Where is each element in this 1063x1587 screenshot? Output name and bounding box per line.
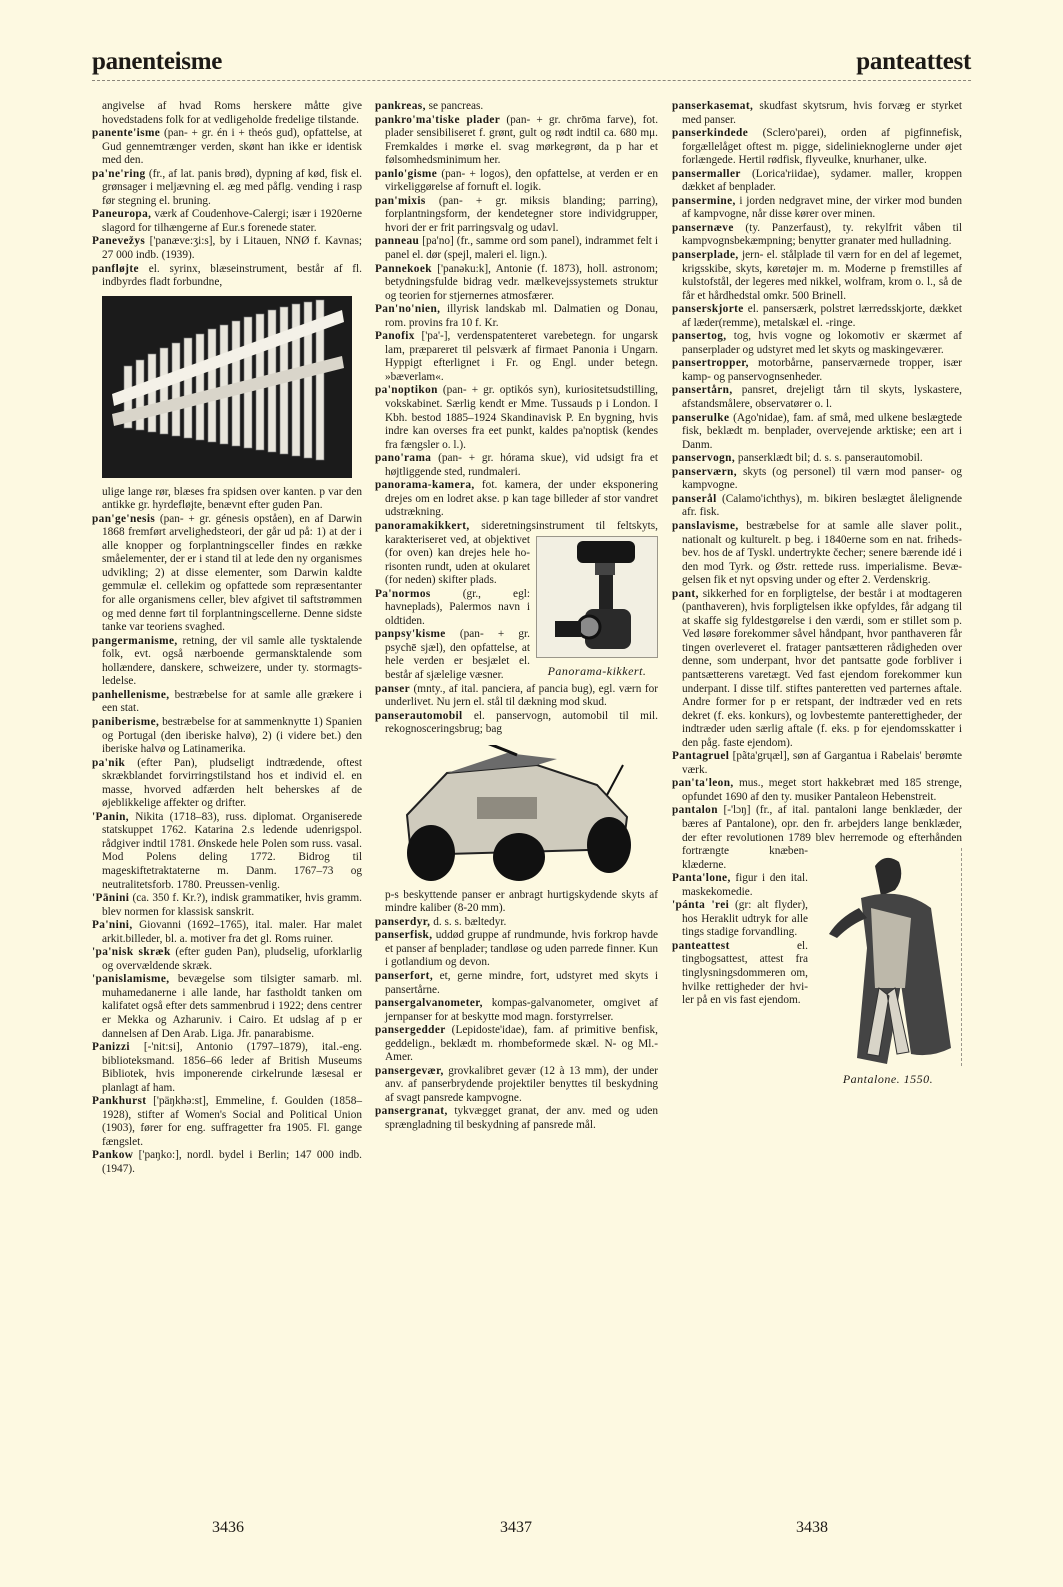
definition-text: ['päŋkhə:st], Emmeline, f. Goulden (1858–1928), stifter af Women's Social and Political Union (1903), fører for eng. suffragetter fra 1905. Fl. gange fængslet. bbox=[102, 1095, 362, 1148]
headword: pan'ge'nesis bbox=[92, 512, 156, 525]
dictionary-entry bbox=[375, 303, 658, 330]
definition-text: figur i den ital. maskekomedie. bbox=[682, 872, 808, 898]
headword: pankro'ma'tiske plader bbox=[375, 113, 501, 126]
definition-text: (pan- + gr. hórama skue), vid udsigt fra et højtliggende sted, rundmaleri. bbox=[385, 452, 658, 478]
dictionary-entry bbox=[375, 100, 658, 114]
headword: Panizzi bbox=[92, 1041, 130, 1054]
dictionary-entry bbox=[375, 997, 658, 1024]
dictionary-entry bbox=[92, 757, 362, 811]
headword: Pantagruel bbox=[672, 750, 730, 763]
definition-text: (pan- + gr. én i + theós gud), opfattelse, at Gud gennemtrænger verden, skønt han ikke er identisk med den. bbox=[102, 127, 362, 167]
dictionary-entry bbox=[672, 452, 962, 466]
dictionary-entry bbox=[672, 357, 962, 384]
dictionary-entry bbox=[375, 195, 658, 236]
dictionary-entry bbox=[92, 811, 362, 892]
definition-text: el. pansersærk, polstret lærredsskjorte, dækket af læder(remme), metalskæl el. -ringe. bbox=[682, 303, 962, 329]
headword: 'pa'nisk skræk bbox=[92, 946, 171, 959]
headword: pansermine, bbox=[672, 194, 736, 207]
headword: panoramakikkert, bbox=[375, 519, 470, 532]
headword: panserkasemat, bbox=[672, 100, 754, 112]
definition-text: skudfast skytsrum, hvis forvæg er styrket med panser. bbox=[682, 100, 962, 126]
dictionary-entry bbox=[92, 263, 362, 290]
definition-text: ['panəku:k], Antonie (f. 1873), holl. astronom; betydningsfulde bidrag vedr. mælkevejssystemets struktur og teorien for stjernernes atmosfærer. bbox=[385, 262, 658, 302]
definition-text: (gr., egl: havneplads), Palermos navn i oldtiden. bbox=[385, 587, 530, 627]
dictionary-entry bbox=[672, 330, 962, 357]
headword: pan'mixis bbox=[375, 194, 426, 207]
dictionary-entry bbox=[375, 929, 658, 970]
entry-continuation bbox=[375, 889, 658, 916]
headword: panserplade, bbox=[672, 249, 739, 262]
pantalone-figure bbox=[814, 848, 962, 1086]
definition-text: (gr: alt flyder), hos Heraklit udtryk for alle tings stadige forvandling. bbox=[682, 899, 808, 939]
dictionary-entry bbox=[375, 384, 658, 452]
running-head-right: panteattest bbox=[856, 48, 971, 75]
headword: pa'noptikon bbox=[375, 384, 438, 397]
dictionary-entry bbox=[375, 1065, 658, 1106]
definition-text: ['paŋko:], nordl. bydel i Berlin; 147 000 indb. (1947). bbox=[102, 1149, 362, 1175]
headword: pansertårn, bbox=[672, 384, 733, 397]
headword: pansertog, bbox=[672, 330, 727, 343]
headword: pantalon bbox=[672, 804, 718, 817]
dictionary-entry bbox=[92, 208, 362, 235]
definition-text: (Lorica'riidae), sydamer. maller, kroppen dækket af benplader. bbox=[682, 167, 962, 194]
headword: panserulke bbox=[672, 411, 730, 424]
definition-text: sikkerhed for en forpligtelse, der består i at modtageren (panthaveren), hvis forpligtelsen ikke opfyldes, får adgang til at skaffe sig fyldestgørelse i den værdi, som er stillet som p. Ved løsøre forekommer såvel håndpant, hvor panthaveren får tingen overleveret el. fratager pantsætteren rådigheden over denne, som underpant, hvor det pantsatte gode forbliver i pantsætterens varetægt. Ved fast ejendom forekommer kun underpant. I disse tilf. stiftes panteretten ved parternes aftale. Andre former for p er retspant, der indtræder ved en rets dekret (f. eks. konkurs), og lovbestemte panterettigheder, der indtræder uden særlig aftale (f. eks. p for ejendomsskatter i den påg. faste ejendom). bbox=[682, 587, 962, 749]
dictionary-entry bbox=[92, 168, 362, 209]
headword: panservogn, bbox=[672, 452, 736, 465]
definition-text: tog, hvis vogne og lokomotiv er skærmet af panserplader og udstyret med let skyts og maskingeværer. bbox=[682, 330, 962, 356]
dictionary-entry bbox=[672, 303, 962, 330]
running-head-left: panenteisme bbox=[92, 48, 223, 75]
dictionary-entry bbox=[92, 689, 362, 716]
dictionary-entry bbox=[92, 919, 362, 946]
dictionary-entry bbox=[672, 100, 962, 127]
entry-continuation bbox=[92, 486, 362, 513]
headword: panneau bbox=[375, 235, 420, 248]
headword: pansergalvanometer, bbox=[375, 997, 483, 1010]
headword: Panevežys bbox=[92, 235, 146, 248]
dictionary-entry bbox=[92, 635, 362, 689]
dictionary-entry bbox=[375, 168, 658, 195]
definition-text: (ty. Panzerfaust), ty. rekylfrit våben til kampvognsbekæmpning; benytter granater med hulladning. bbox=[682, 221, 962, 248]
definition-text: bestræbelse for at samle alle grækere i een stat. bbox=[102, 688, 362, 715]
column-3 bbox=[672, 100, 962, 1088]
definition-text: uddød gruppe af rundmunde, hvis forkrop havde et panser af benplader; tandløse og uden parrede finner. Kun i gotlandium og devon. bbox=[385, 929, 658, 969]
dictionary-entry bbox=[92, 946, 362, 973]
headword: panserskjorte bbox=[672, 303, 744, 316]
entry-continuation bbox=[92, 100, 362, 127]
definition-text: retning, der vil samle alle tysktalende folk, evt. også nærboende germansktalende som hollændere, danskere, schweizere, under ty. stormagtsledelse. bbox=[102, 634, 362, 688]
headword: pansernæve bbox=[672, 221, 734, 234]
definition-text: (pan- + gr. miksis blanding; parring), forplantningsform, der kendetegner store individgrupper, hvori der er frit parringsvalg og udavl. bbox=[385, 194, 658, 234]
dictionary-entry bbox=[92, 716, 362, 757]
definition-text: [-'nit:si], Antonio (1797–1879), ital.-eng. biblioteksmand. 1856–66 leder af British Museums Bibliotek, hvis imponerende cirkelrunde læsesal er planlagt af ham. bbox=[102, 1041, 362, 1094]
dictionary-entry bbox=[672, 493, 962, 520]
headword: panserværn, bbox=[672, 465, 737, 478]
definition-text: bevægelse som tilsigter samarb. ml. muhamedanerne i alle lande, har fastholdt tanken om kalifatet også efter dets sammenbrud i 1922; dens centrer er Mekka og Azharuniv. i Cairo. Et udslag af p er dannelsen af Den Arab. Liga. Jfr. panarabisme. bbox=[102, 973, 362, 1040]
definition-text: bestræbelse for at samle alle slaver polit., nationalt og kulturelt. p beg. i 1840erne som en nat. frihedsbev. hos de af Tyskl. undertrykte čecher; senere bærende idé i den mod Tyrk. og Østr. rettede russ. imperialisme. Bevægelsen fik et nyt opsving under og efter 2. Verdenskrig. bbox=[682, 519, 962, 587]
dictionary-entry bbox=[92, 973, 362, 1041]
definition-text: (Calamo'ichthys), m. bikiren beslægtet ålelignende afr. fisk. bbox=[682, 492, 962, 519]
headword: 'pánta 'rei bbox=[672, 899, 730, 912]
definition-text: Giovanni (1692–1765), ital. maler. Har malet arkit.billeder, bl. a. motiver fra det gl. Roms ruiner. bbox=[102, 919, 362, 945]
definition-text: (pan- + gr. optikós syn), kuriositetsudstilling, vokskabinet. Særlig kendt er Mme. Tussauds p i London. I Kbh. bestod 1885–1924 Skandinavisk P. En bygning, hvis indre kan overses fra eet punkt, kaldes pa'noptisk (kendes fra fængsler o. l.). bbox=[385, 384, 658, 451]
headword: Pa'normos bbox=[375, 587, 431, 600]
definition-text: skyts (og personel) til værn mod panser- og kampvogne. bbox=[682, 465, 962, 492]
headword: Paneuropa, bbox=[92, 208, 152, 221]
definition-text: illyrisk landskab ml. Dalmatien og Donau, rom. provins fra 10 f. Kr. bbox=[385, 303, 658, 329]
headword: Panta'lone, bbox=[672, 872, 731, 885]
headword: pant, bbox=[672, 587, 699, 600]
headword: 'Panin, bbox=[92, 810, 130, 823]
dictionary-entry bbox=[375, 1024, 658, 1065]
headword: pa'ne'ring bbox=[92, 167, 146, 180]
definition-text: ['pa'-], verdenspatenteret varebetegn. for ungarsk lam, præpareret til pelsværk af firmaet Panonia i Ungarn. Hyppigt efterlignet i Fr. og Engl. under betegn. »bæverlam«. bbox=[385, 330, 658, 383]
headword: panserål bbox=[672, 492, 717, 505]
headword: panserkindede bbox=[672, 127, 749, 140]
headword: panente'isme bbox=[92, 127, 161, 140]
definition-text: panserklædt bil; d. s. s. panserautomobil. bbox=[735, 452, 923, 465]
dictionary-entry bbox=[375, 114, 658, 168]
headword: panserfort, bbox=[375, 969, 434, 982]
definition-text: (pan- + gr. chrōma farve), fot. plader sensibiliseret f. grønt, gult og rødt indtil ca. 680 mμ. Fremkaldes i mørke el. svag mørkegrønt, da p har et følsomhedsminimum her. bbox=[385, 113, 659, 167]
definition-text: (Lepidoste'idae), fam. af primitive benfisk, geddelign., beklædt m. rhombeformede skæl. N- og Ml.-Amer. bbox=[385, 1024, 658, 1064]
headword: pansergedder bbox=[375, 1024, 446, 1037]
definition-text: se pancreas. bbox=[425, 100, 484, 112]
dictionary-entry bbox=[672, 466, 962, 493]
definition-text: el. syrinx, blæseinstrument, består af fl. indbyrdes fladt forbundne, bbox=[102, 262, 362, 289]
dictionary-entry bbox=[672, 384, 962, 411]
page-number-right: 3438 bbox=[796, 1519, 828, 1536]
page-number-middle: 3437 bbox=[500, 1519, 532, 1536]
dictionary-entry bbox=[375, 330, 658, 384]
headword: 'panislamisme, bbox=[92, 973, 170, 986]
dictionary-entry bbox=[375, 916, 658, 930]
definition-text: fot. kamera, der under eksponering drejes om en lodret akse. p kan tage billeder af stor vandret udstrækning. bbox=[385, 479, 658, 519]
definition-text: sideretningsinstrument til feltskyts, karakteriseret ved, at objektivet (for oven) kan drejes hele horisonten rundt, uden at okularet (for neden) skifter plads. bbox=[385, 519, 658, 587]
definition-text: (pan- + logos), den opfattelse, at verden er en virkeliggørelse af fornuft el. logik. bbox=[385, 167, 658, 194]
headword: panfløjte bbox=[92, 262, 139, 275]
definition-text: (pan- + gr. génesis opståen), en af Darwin 1868 fremført arvelighedsteori, der går ud på: 1) at der i alle knopper og forplantningsceller findes en række småelementer, der er i stand til at lede den ny organismes udvikling; 2) at disse elementer, som Darwin kaldte gemmulæ el. cellekim og opfattede som repræsentanter for alle organismens celler, blev afgivet til saftstrømmen og med denne ført til forplantningscellerne. Denne sidste tanke var teoriens svaghed. bbox=[102, 512, 362, 634]
definition-text: [-'lɔŋ] (fr., af ital. pantaloni lange benklæder, der bæres af Pantalone), opr. den fr. arbejders lange benklæder, der efter revolutionen 1789 blev herremode og efterhånden fortrængte knæbenklæderne. bbox=[682, 804, 962, 871]
headword: Pankhurst bbox=[92, 1095, 147, 1108]
headword: Panofix bbox=[375, 330, 415, 343]
headword: 'Pānini bbox=[92, 892, 130, 905]
headword: paniberisme, bbox=[92, 715, 160, 728]
dictionary-entry bbox=[672, 249, 962, 303]
page-number-left: 3436 bbox=[212, 1519, 244, 1536]
dictionary-entry bbox=[672, 750, 962, 777]
dictionary-entry bbox=[672, 520, 962, 588]
headword: pansertropper, bbox=[672, 357, 749, 370]
definition-text: (pan- + gr. psychē sjæl), den opfattelse, at hele verden er besjælet el. består af sjælelige væsner. bbox=[385, 628, 530, 681]
headword: pano'rama bbox=[375, 452, 432, 465]
dictionary-entry bbox=[375, 235, 658, 262]
headword: Pa'nini, bbox=[92, 919, 133, 932]
definition-text: (Ago'nidae), fam. af små, med ulkene beslægtede fisk, beklædt m. benplader, overvejende arktiske; een art i Danm. bbox=[682, 411, 962, 451]
armored-car-photo bbox=[387, 745, 645, 883]
panoramakikkert-figure bbox=[536, 536, 658, 678]
definition-text: (efter Pan), pludseligt indtrædende, oftest skrækblandet forvirringstilstand hos et individ el. en masse, hvorved adfærden helt beherskes af de øjeblikkelige affekter og drifter. bbox=[102, 756, 362, 810]
headword: pangermanisme, bbox=[92, 634, 178, 647]
headword: panlo'gisme bbox=[375, 167, 438, 180]
dictionary-entry bbox=[672, 222, 962, 249]
headword: panslavisme, bbox=[672, 519, 739, 532]
headword: pansergranat, bbox=[375, 1105, 448, 1118]
column-2 bbox=[375, 100, 658, 1133]
definition-text: angivelse af hvad Roms herskere måtte give hovedstadens folk for at vedligeholde fredelige tilstande. bbox=[102, 100, 362, 126]
headword: panserdyr, bbox=[375, 915, 431, 928]
definition-text: i jorden nedgravet mine, der virker mod bunden af kampvogne, når disse kører over minen. bbox=[682, 194, 962, 221]
definition-text: ['panæve:ʒi:s], by i Litauen, NNØ f. Kavnas; 27 000 indb. (1939). bbox=[102, 235, 362, 262]
dictionary-entry bbox=[375, 479, 658, 520]
dictionary-entry bbox=[375, 452, 658, 479]
definition-text: bestræbelse for at sammenknytte 1) Spanien og Portugal (den iberiske halvø), 2) (i videre bet.) den iberiske halvø og Latinamerika. bbox=[102, 715, 362, 756]
figure-caption: Panorama-kikkert. bbox=[547, 663, 647, 678]
definition-text: (ca. 350 f. Kr.?), indisk grammatiker, hvis gramm. blev normen for klassisk sanskrit. bbox=[102, 892, 362, 918]
definition-text: (fr., af lat. panis brød), dypning af kød, fisk el. grønsager i meljævning el. æg med påflg. vending i rasp før stegning el. bruning. bbox=[102, 167, 362, 207]
headword: pansergevær, bbox=[375, 1064, 444, 1077]
dictionary-entry bbox=[672, 168, 962, 195]
dictionary-entry bbox=[672, 412, 962, 453]
headword: pankreas, bbox=[375, 100, 426, 112]
headword: pansermaller bbox=[672, 167, 741, 180]
definition-text: værk af Coudenhove-Calergi; især i 1920erne slagord for tilhængerne af Eur.s forenede stater. bbox=[102, 208, 362, 234]
headword: Pan'no'nien, bbox=[375, 303, 441, 316]
definition-text: et, gerne mindre, fort, udstyret med skyts i pansertårne. bbox=[385, 969, 658, 996]
definition-text: jern- el. stålplade til værn for en del af legemet, krigsskibe, skyts, køretøjer m. m. Moderne p fremstilles af kulstofstål, der legeres med nikkel, wolfram, krom o. l., så de får et hårdhedstal omkr. 500 Brinell. bbox=[682, 249, 962, 302]
column-1 bbox=[92, 100, 362, 1177]
definition-text: [pãta'grɥæl], søn af Gargantua i Rabelais' berømte værk. bbox=[682, 750, 962, 776]
definition-text: el. panservogn, automobil til mil. rekognosceringsbrug; bag bbox=[385, 709, 658, 736]
dictionary-entry bbox=[375, 1105, 658, 1132]
dictionary-entry bbox=[672, 127, 962, 168]
dictionary-entry bbox=[672, 588, 962, 751]
headword: panserfisk, bbox=[375, 929, 433, 942]
dictionary-entry bbox=[375, 683, 658, 710]
definition-text: ulige lange rør, blæses fra spidsen over kanten. p var den antikke gr. hyrdefløjte, benævnt efter guden Pan. bbox=[102, 485, 362, 512]
headword: panserautomobil bbox=[375, 709, 463, 722]
figure-caption: Pantalone. 1550. bbox=[842, 1072, 934, 1087]
definition-text: (mnty., af ital. panciera, af pancia bug), egl. værn for underlivet. Nu jern el. stål til dækning mod skud. bbox=[385, 682, 658, 709]
definition-text: Nikita (1718–83), russ. diplomat. Organiserede statskuppet 1762. Katarina 2.s ledende udenrigspol. rådgiver indtil 1781. Ønskede hele Polen som russ. vasal. Mod Polens deling 1772. Bidrog til mageskiftetraktaterne m. Danm. 1767–73 og neutralitetsforb. 1780. Preussen-venlig. bbox=[102, 810, 362, 891]
dictionary-entry bbox=[375, 710, 658, 737]
definition-text: grovkalibret gevær (12 à 13 mm), der under anv. af panserbrydende projektiler benyttes til beskydning af svagt pansrede kampvogne. bbox=[385, 1064, 658, 1104]
binocular-sight-photo bbox=[536, 536, 658, 658]
headword: Pannekoek bbox=[375, 262, 432, 275]
definition-text: motorbårne, panserværnede tropper, især kamp- og panservognsenheder. bbox=[682, 357, 962, 383]
headword: pa'nik bbox=[92, 756, 126, 769]
headword: pan'ta'leon, bbox=[672, 777, 734, 790]
definition-text: p-s beskyttende panser er anbragt hurtigskydende skyts af mindre kaliber (8-20 mm). bbox=[385, 888, 658, 915]
header-rule bbox=[92, 80, 971, 81]
dictionary-entry bbox=[375, 263, 658, 304]
definition-text: tykvægget granat, der anv. med og uden sprængladning til beskydning af pansrede mål. bbox=[385, 1105, 658, 1131]
dictionary-entry bbox=[92, 127, 362, 168]
dictionary-entry bbox=[92, 235, 362, 262]
dictionary-entry bbox=[92, 1041, 362, 1095]
headword: panorama-kamera, bbox=[375, 479, 475, 492]
dictionary-entry bbox=[375, 970, 658, 997]
headword: panhellenisme, bbox=[92, 688, 170, 701]
definition-text: (Sclero'parei), orden af pigfinnefisk, forgællelåget oftest m. pigge, sidelinieknoglerne under øjet forlængede. Hertil rødfisk, flyveulke, knurhaner, ulke. bbox=[682, 127, 962, 167]
definition-text: [pa'no] (fr., samme ord som panel), indrammet felt i panel el. dør (spejl, maleri el. lign.). bbox=[385, 235, 658, 262]
dictionary-entry bbox=[92, 1095, 362, 1149]
headword: panpsy'kisme bbox=[375, 628, 446, 641]
headword: panser bbox=[375, 682, 411, 695]
definition-text: kompas-galvanometer, omgivet af jernpanser for at beskytte mod magn. forstyrrelser. bbox=[385, 997, 658, 1023]
definition-text: el. tingbogsattest, attest fra tinglysningsdommeren om, hvilke rettigheder der hviler på en vis fast ejendom. bbox=[682, 939, 808, 1007]
definition-text: pansret, drejeligt tårn til skyts, lyskastere, afstandsmålere, observatører o. l. bbox=[682, 384, 962, 411]
definition-text: (efter guden Pan), pludselig, uforklarlig og overvældende skræk. bbox=[102, 946, 362, 972]
dictionary-entry bbox=[92, 892, 362, 919]
definition-text: mus., meget stort hakkebræt med 185 strenge, opfundet 1690 af den ty. musiker Pantaleon Hebenstreit. bbox=[682, 777, 962, 803]
headword: Pankow bbox=[92, 1149, 134, 1162]
definition-text: d. s. s. bæltedyr. bbox=[430, 915, 507, 928]
headword: panteattest bbox=[672, 939, 730, 952]
panpipe-photo bbox=[102, 296, 352, 478]
dictionary-entry bbox=[92, 1149, 362, 1176]
pantalone-engraving bbox=[814, 848, 962, 1066]
dictionary-entry bbox=[672, 777, 962, 804]
dictionary-entry bbox=[672, 195, 962, 222]
dictionary-entry bbox=[92, 513, 362, 635]
